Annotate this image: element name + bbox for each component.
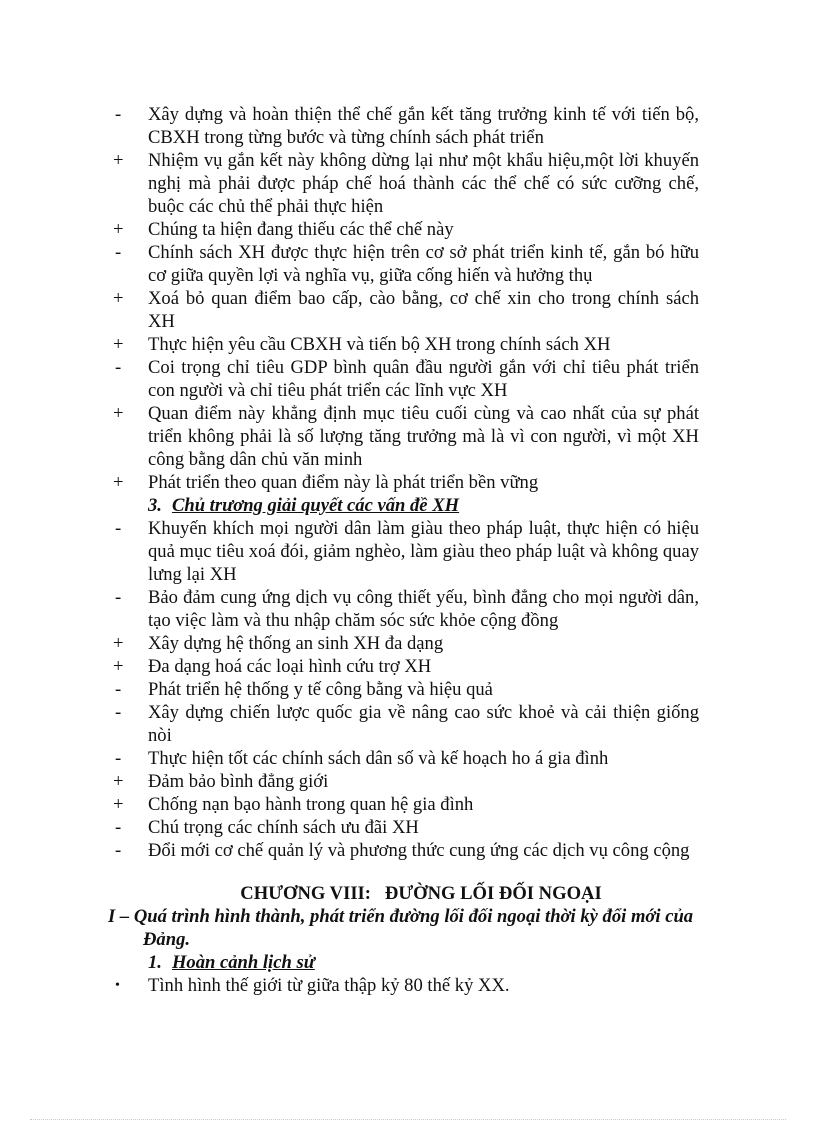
page-content bbox=[108, 103, 699, 997]
list-item-text: Nhiệm vụ gắn kết này không dừng lại như một khẩu hiệu,một lời khuyến nghị mà phải được pháp chế hoá thành các thể chế có sức cưỡng chế, buộc các chủ thể phải thực hiện bbox=[148, 150, 699, 217]
list-item-text: Tình hình thế giới từ giữa thập kỷ 80 thế kỷ XX. bbox=[148, 975, 510, 996]
dash-marker-icon: - bbox=[115, 702, 122, 723]
list-item-text: Phát triển hệ thống y tế công bằng và hiệu quả bbox=[148, 679, 493, 700]
dash-marker-icon: - bbox=[115, 518, 122, 539]
subheading-label: Hoàn cảnh lịch sử bbox=[171, 952, 315, 973]
bullet-icon: • bbox=[115, 978, 120, 993]
dash-marker-icon: - bbox=[115, 357, 122, 378]
list-item-text: Chúng ta hiện đang thiếu các thể chế này bbox=[148, 219, 454, 240]
section-title: I – Quá trình hình thành, phát triển đường lối đối ngoại thời kỳ đổi mới của Đảng. bbox=[108, 906, 694, 950]
list-item bbox=[113, 287, 699, 333]
list-item bbox=[113, 149, 699, 218]
list-item-text: Xây dựng chiến lược quốc gia về nâng cao sức khoẻ và cải thiện giống nòi bbox=[148, 702, 699, 746]
plus-marker-icon: + bbox=[113, 633, 124, 654]
plus-marker-icon: + bbox=[113, 472, 124, 493]
list-item bbox=[113, 471, 699, 494]
list-item-text: Phát triển theo quan điểm này là phát triển bền vững bbox=[148, 472, 539, 493]
list-item bbox=[113, 770, 699, 793]
list-item bbox=[113, 333, 699, 356]
policy-list-bottom bbox=[113, 517, 699, 862]
list-item-text: Thực hiện tốt các chính sách dân số và kế hoạch ho á gia đình bbox=[148, 748, 609, 769]
list-item bbox=[113, 655, 699, 678]
plus-marker-icon: + bbox=[113, 656, 124, 677]
list-item-text: Xoá bỏ quan điểm bao cấp, cào bằng, cơ chế xin cho trong chính sách XH bbox=[148, 288, 699, 332]
list-item-text: Chính sách XH được thực hiện trên cơ sở phát triển kinh tế, gắn bó hữu cơ giữa quyền lợi và nghĩa vụ, giữa cống hiến và hưởng thụ bbox=[148, 242, 699, 286]
plus-marker-icon: + bbox=[113, 334, 124, 355]
list-item-text: Chú trọng các chính sách ưu đãi XH bbox=[148, 817, 419, 838]
list-item bbox=[113, 241, 699, 287]
chapter-title: CHƯƠNG VIII: ĐƯỜNG LỐI ĐỐI NGOẠI bbox=[240, 883, 602, 904]
list-item bbox=[113, 632, 699, 655]
dash-marker-icon: - bbox=[115, 104, 122, 125]
list-item bbox=[113, 586, 699, 632]
plus-marker-icon: + bbox=[113, 150, 124, 171]
list-item-text: Xây dựng hệ thống an sinh XH đa dạng bbox=[148, 633, 444, 654]
list-item bbox=[113, 839, 699, 862]
list-item bbox=[113, 517, 699, 586]
policy-list-top bbox=[113, 103, 699, 494]
list-item bbox=[113, 103, 699, 149]
plus-marker-icon: + bbox=[113, 288, 124, 309]
plus-marker-icon: + bbox=[113, 771, 124, 792]
subheading-number: 1. bbox=[148, 952, 162, 973]
list-item-text: Khuyến khích mọi người dân làm giàu theo pháp luật, thực hiện có hiệu quả mục tiêu xoá đói, giảm nghèo, làm giàu theo pháp luật và không quay lưng lại XH bbox=[148, 518, 699, 585]
subheading-label: Chủ trương giải quyết các vấn đề XH bbox=[171, 495, 460, 516]
list-item-text: Xây dựng và hoàn thiện thể chế gắn kết tăng trưởng kinh tế với tiến bộ, CBXH trong từng bước và từng chính sách phát triển bbox=[148, 104, 699, 148]
plus-marker-icon: + bbox=[113, 794, 124, 815]
list-item-text: Coi trọng chỉ tiêu GDP bình quân đầu người gắn với chỉ tiêu phát triển con người và chỉ tiêu phát triển các lĩnh vực XH bbox=[148, 357, 699, 401]
list-item bbox=[113, 402, 699, 471]
list-item-text: Đổi mới cơ chế quản lý và phương thức cung ứng các dịch vụ công cộng bbox=[148, 840, 690, 861]
list-item bbox=[113, 816, 699, 839]
list-item-text: Quan điểm này khẳng định mục tiêu cuối cùng và cao nhất của sự phát triển không phải là số lượng tăng trưởng mà là vì con người, vì một XH công bằng dân chủ văn minh bbox=[148, 403, 699, 470]
list-item bbox=[113, 701, 699, 747]
dash-marker-icon: - bbox=[115, 242, 122, 263]
dash-marker-icon: - bbox=[115, 587, 122, 608]
subheading-policy bbox=[113, 494, 699, 517]
list-item bbox=[113, 747, 699, 770]
list-item bbox=[113, 356, 699, 402]
list-item-text: Đa dạng hoá các loại hình cứu trợ XH bbox=[148, 656, 432, 677]
list-item bbox=[113, 974, 699, 997]
list-item bbox=[113, 218, 699, 241]
subheading-history bbox=[113, 951, 699, 974]
list-item bbox=[113, 678, 699, 701]
plus-marker-icon: + bbox=[113, 219, 124, 240]
list-item-text: Chống nạn bạo hành trong quan hệ gia đình bbox=[148, 794, 474, 815]
plus-marker-icon: + bbox=[113, 403, 124, 424]
list-item-text: Bảo đảm cung ứng dịch vụ công thiết yếu, bình đẳng cho mọi người dân, tạo việc làm và thu nhập chăm sóc sức khỏe cộng đồng bbox=[148, 587, 699, 631]
dash-marker-icon: - bbox=[115, 748, 122, 769]
list-item-text: Đảm bảo bình đẳng giới bbox=[148, 771, 329, 792]
dash-marker-icon: - bbox=[115, 817, 122, 838]
dash-marker-icon: - bbox=[115, 679, 122, 700]
page-bottom-divider bbox=[30, 1119, 786, 1120]
list-item bbox=[113, 793, 699, 816]
list-item-text: Thực hiện yêu cầu CBXH và tiến bộ XH trong chính sách XH bbox=[148, 334, 611, 355]
subheading-number: 3. bbox=[148, 495, 162, 516]
dash-marker-icon: - bbox=[115, 840, 122, 861]
